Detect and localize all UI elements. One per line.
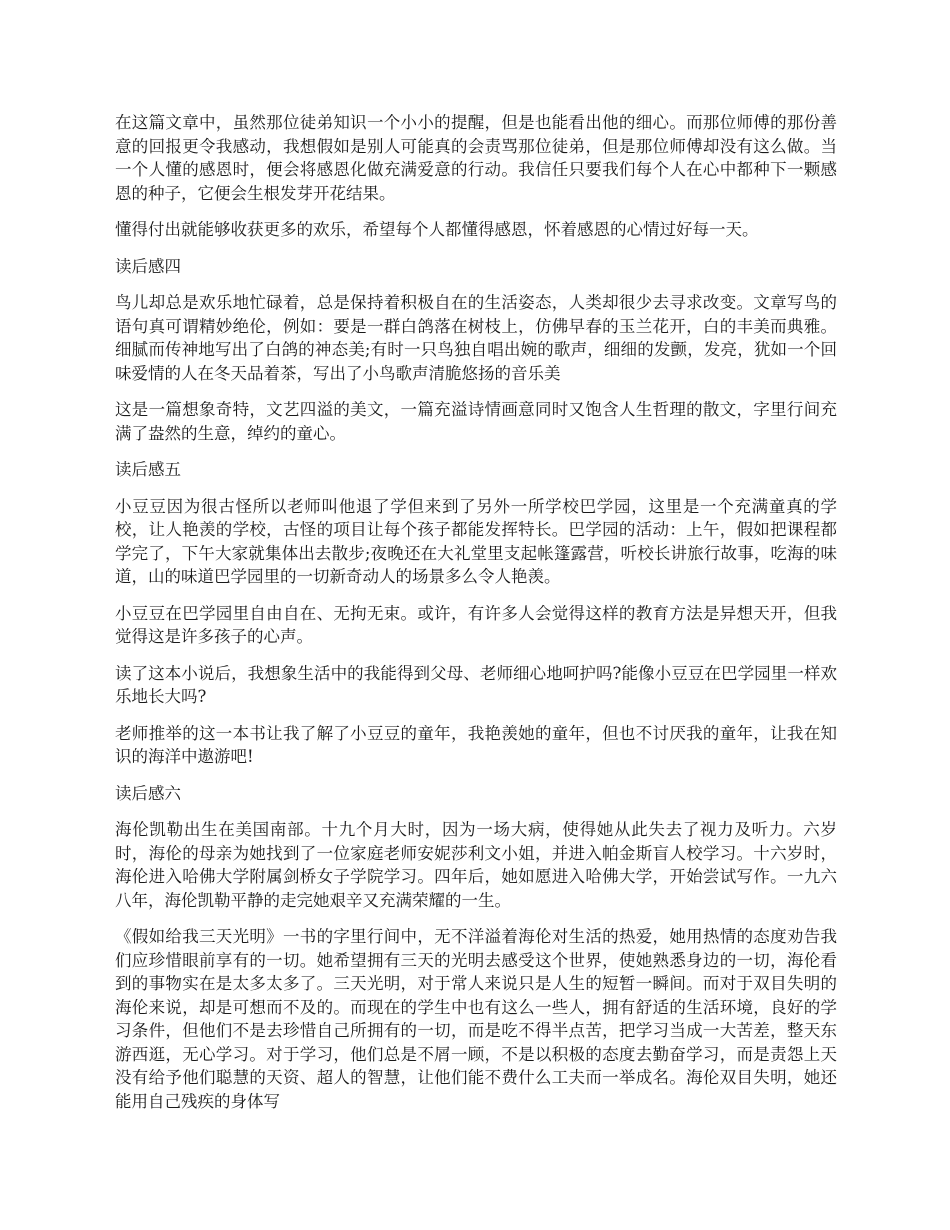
paragraph: 这是一篇想象奇特，文艺四溢的美文，一篇充溢诗情画意同时又饱含人生哲理的散文，字里行间充满了盎然的生意，绰约的童心。 <box>115 400 837 443</box>
section-heading: 读后感六 <box>115 783 181 803</box>
paragraph: 在这篇文章中，虽然那位徒弟知识一个小小的提醒，但是也能看出他的细心。而那位师傅的那份善意的回报更令我感动，我想假如是别人可能真的会责骂那位徒弟，但是那位师傅却没有这么做。当一个人懂的感恩时，便会将感恩化做充满爱意的行动。我信任只要我们每个人在心中都种下一颗感恩的种子，它便会生根发芽开花结果。 <box>115 113 837 203</box>
paragraph: 小豆豆因为很古怪所以老师叫他退了学但来到了另外一所学校巴学园，这里是一个充满童真的学校，让人艳羡的学校，古怪的项目让每个孩子都能发挥特长。巴学园的活动：上午，假如把课程都学完了，下午大家就集体出去散步;夜晚还在大礼堂里支起帐篷露营，听校长讲旅行故事，吃海的味道，山的味道巴学园里的一切新奇动人的场景多么令人艳羡。 <box>115 496 837 586</box>
paragraph: 读了这本小说后，我想象生活中的我能得到父母、老师细心地呵护吗?能像小豆豆在巴学园里一样欢乐地长大吗? <box>115 663 837 706</box>
document-body <box>115 111 837 1126</box>
paragraph: 《假如给我三天光明》一书的字里行间中，无不洋溢着海伦对生活的热爱，她用热情的态度劝告我们应珍惜眼前享有的一切。她希望拥有三天的光明去感受这个世界，使她熟悉身边的一切，海伦看到的事物实在是太多太多了。三天光明，对于常人来说只是人生的短暂一瞬间。而对于双目失明的海伦来说，却是可想而不及的。而现在的学生中也有这么一些人，拥有舒适的生活环境，良好的学习条件，但他们不是去珍惜自己所拥有的一切，而是吃不得半点苦，把学习当成一大苦差，整天东游西逛，无心学习。对于学习，他们总是不屑一顾，不是以积极的态度去勤奋学习，而是责怨上天没有给予他们聪慧的天资、超人的智慧，让他们能不费什么工夫而一举成名。海伦双目失明，她还能用自己残疾的身体写 <box>115 927 837 1111</box>
paragraph: 老师推举的这一本书让我了解了小豆豆的童年，我艳羡她的童年，但也不讨厌我的童年，让我在知识的海洋中遨游吧! <box>115 723 837 766</box>
section-heading: 读后感五 <box>115 460 181 479</box>
paragraph: 懂得付出就能够收获更多的欢乐，希望每个人都懂得感恩，怀着感恩的心情过好每一天。 <box>115 220 759 239</box>
paragraph: 海伦凯勒出生在美国南部。十九个月大时，因为一场大病，使得她从此失去了视力及听力。六岁时，海伦的母亲为她找到了一位家庭老师安妮莎利文小姐，并进入帕金斯盲人校学习。十六岁时，海伦进入哈佛大学附属剑桥女子学院学习。四年后，她如愿进入哈佛大学，开始尝试写作。一九六八年，海伦凯勒平静的走完她艰辛又充满荣耀的一生。 <box>115 820 837 910</box>
paragraph: 小豆豆在巴学园里自由自在、无拘无束。或许，有许多人会觉得这样的教育方法是异想天开，但我觉得这是许多孩子的心声。 <box>115 603 837 646</box>
section-heading: 读后感四 <box>115 256 181 276</box>
paragraph: 鸟儿却总是欢乐地忙碌着，总是保持着积极自在的生活姿态，人类却很少去寻求改变。文章写鸟的语句真可谓精妙绝伦，例如：要是一群白鸽落在树枝上，仿佛早春的玉兰花开，白的丰美而典雅。细腻而传神地写出了白鸽的神态美;有时一只鸟独自唱出婉的歌声，细细的发颤，发亮，犹如一个回味爱情的人在冬天品着茶，写出了小鸟歌声清脆悠扬的音乐美 <box>115 293 837 383</box>
